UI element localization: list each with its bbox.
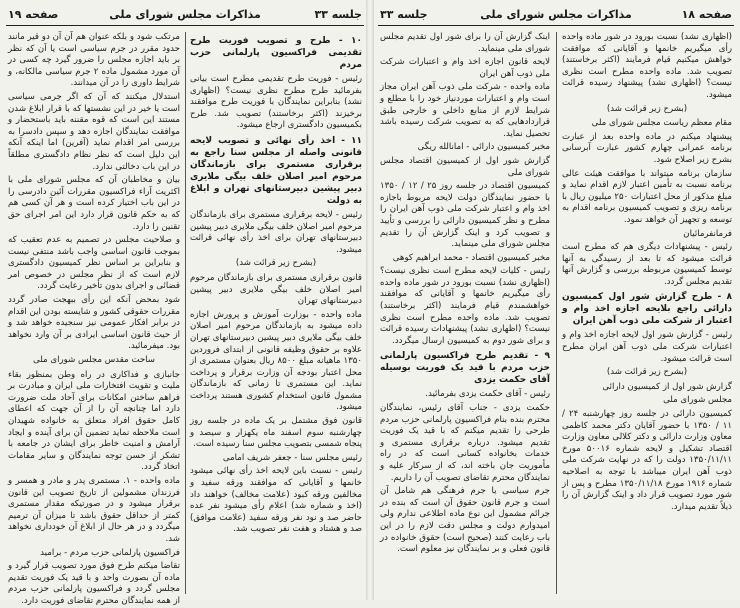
paragraph: قانون برقراری مستمری برای بازماندگان مرحوم امیر اصلان خلف بیگی ملایری دبیر پیشین دبیرستانهای تهران bbox=[190, 272, 362, 307]
paragraph: گزارش شور اول از کمیسیون دارائی bbox=[602, 381, 732, 392]
page-number: صفحه ۱۸ bbox=[681, 8, 732, 21]
paragraph: رئیس - گزارش شور اول لایحه اجازه اخذ وام و اعتبارات شرکت ملی ذوب آهن ایران مطرح است قرائت میشود. bbox=[562, 330, 732, 364]
session-number: جلسه ۳۳ bbox=[314, 8, 362, 21]
page-18 bbox=[378, 0, 734, 600]
page-number: صفحه ۱۹ bbox=[8, 8, 59, 21]
paragraph: فراکسیون پارلمانی حزب مردم - برامید bbox=[40, 547, 180, 558]
column-divider bbox=[556, 32, 557, 594]
paragraph: کمیسیون دارائی در جلسه روز چهارشنبه ۲۴ / ۱۱ / ۱۳۵۰ با حضور آقایان دکتر محمد کاظمی معاون وزارت دارائی و دکتر کلالی معاون وزارت اقتصاد تشکیل و لایحه شماره ۵۰۰۱۶ مورخ ۱۳۵۰/۱۱/۱۱ دولت را که در نهایت شرکت ملی ذوب آهن ایران میباشد با توجه به اصلاحیه شماره ۱۹۱۶ مورخ ۱۳۵۰/۱۱/۱۸ مطرح و پس از شور مورد تصویب قرار داد و اینک گزارش آن را ذیلاً تقدیم میدارد. bbox=[562, 409, 732, 512]
paragraph: رئیس مجلس سنا - جعفر شریف امامی bbox=[222, 452, 362, 463]
header-rule bbox=[378, 25, 734, 26]
paragraph: مقام معظم ریاست مجلس شورای ملی bbox=[591, 118, 732, 129]
centered-note: ساحت مقدس مجلس شورای ملی bbox=[33, 355, 155, 366]
paragraph: حکمت یزدی - جناب آقای رئیس، نمایندگان محترم بنده بنام فراکسیون پارلمانی حزب مردم طرحی را تقدیم میکنم که با قید یک فوریت تقدیم میشود. درباره برقراری مستمری و خدمات بخانواده کسانی است که در راه مأموریت جان باخته اند، که از سرکار علیه و نمایندگان محترم تقاضای تصویب آن را داریم. bbox=[380, 403, 550, 483]
paragraph: رئیس - فوریت طرح تقدیمی مطرح است بیانی بفرمائید طرح مطرح نظری نیست؟ (اظهاری نشد) بنابراین نمایندگان با فوریت طرح موافقند برخیزند (اکثر برخاستند) تصویب شد. طرح بکمیسیون دادگستری ارجاع میشود. bbox=[190, 74, 362, 131]
book-gutter bbox=[366, 0, 374, 600]
paragraph: تقاضا میکنم طرح فوق مورد تصویب قرار گیرد و ماده آن بصورت واحد و با قید یک فوریت تقدیم مجلس گردد و فراکسیون پارلمانی حزب مردم از همه نمایندگان محترم تقاضای فوریت دارد. bbox=[8, 561, 180, 606]
paragraph: مرتکب شود و بلکه عنوان هم آن آن دو قیر مانند حدود مقرر در جرم سیاسی است یا آن که نظر بر باید اجازه مجلس را ضرور گیرد چه کسی در آن مورد مشمول ماده ۲ جرم سیاسی مالکانه، و شرایط داوری را در آن میدانند. bbox=[8, 32, 180, 89]
paragraph: سازمان برنامه میتواند با موافقت هیئت عالی برنامه نسبت به تأمین اعتبار لازم اقدام نماید و مبلغ مذکور از محل اعتبارات ۲۵۰ میلیون ریال با برنامه ریزی و تصویب کمیسیون برنامه اقدام به توسعه و تجهیز آن خواهد نمود. bbox=[562, 168, 732, 225]
running-header bbox=[6, 6, 364, 26]
paragraph: رئیس - پیشنهادات دیگری هم که مطرح است قرائت میشود که تا بعد از رسیدگی به آنها توسط کمیسیون مربوطه بررسی و گزارش آنها تقدیم مجلس گردد. bbox=[562, 242, 732, 287]
column-divider bbox=[185, 32, 186, 594]
session-number: جلسه ۳۳ bbox=[380, 8, 428, 21]
running-header bbox=[378, 6, 734, 26]
paragraph: ماده واحده - ۱. مستمری پدر و مادر و همسر و فرزندان مشمولین از تاریخ تصویب این قانون برقرار میشود و در صورتیکه مقدار مستمری کمتر از حداقل حقوق باشد تا میزان آن ترمیم میگردد و در هر حال از ابلاغ آن خودداری نخواهد شد. bbox=[8, 475, 180, 544]
paragraph: رئیس - کلیات لایحه مطرح است نظری نیست؟ (اظهاری نشد) نسبت بورود در شور ماده واحده رأی میگیریم خانمها و آقایانی که موافقند خواهشمندم قیام فرمایند (اکثر برخاستند) تصویب شد. ماده واحده مطرح است نظری نیست؟ (اظهاری نشد) پیشنهادات رسیده قرائت و برای شور دوم به کمیسیون ارسال میگردد. bbox=[380, 266, 550, 346]
paragraph: جانبازی و فداکاری در راه وطن بمنظور بقاء ملیت و تقویت افتخارات ملی ایران و مبادرت بر فراهم ساختن امکانات برای آحاد ملت ضرورت دارد اما چنانچه آن را از آن جهت که اعطای کامل حقوق افراد متعلق به خانواده شهیدان است ملاحظه نماید تضمین آن برای آینده و ایجاد آرامش و امنیت خاطر برای ایشان در جامعه با تشکر از حسن توجه نمایندگان و سایر مقامات اتخاذ گردد. bbox=[8, 369, 180, 473]
section-heading: ۱۱ - اخذ رأی نهائی و تصویب لایحه قانونی واصله از مجلس سنا راجع به برقراری مستمری برای بازماندگان مرحوم امیر اصلان خلف بیگی ملایری دبیر پیشین دبیرستانهای تهران و ابلاغ به دولت bbox=[190, 135, 362, 206]
paragraph: و صلاحیت مجلس در تصمیم به عدم تعقیب که بموجب قانون اساسی واجب باشد منتفی نیست و بنابراین بر اساس نظر کمیسیون دادگستری لازم است که از نظر مجلس در خصوص امر قضائی و اجرای بدون تأخیر رعایت گردد. bbox=[8, 235, 180, 292]
paragraph: مجلس شورای ملی bbox=[663, 395, 732, 406]
text-column-right bbox=[190, 32, 362, 596]
section-heading: ۸ - طرح گزارش شور اول کمیسیون دارائی راجع بلایحه اجازه اخذ وام و اعتبار از شرکت ملی ذوب آهن ایران bbox=[562, 292, 732, 327]
paragraph: فرمانفرمائیان bbox=[683, 228, 732, 239]
paragraph: مخبر کمیسیون اقتصاد - محمد ابراهیم کوهی bbox=[392, 252, 550, 263]
paragraph: رئیس - لایحه برقراری مستمری برای بازماندگان مرحوم امیر اصلان خلف بیگی ملایری دبیر پیشین دبیرستانهای تهران برای اخذ رأی نهائی قرائت میشود. bbox=[190, 209, 362, 255]
paragraph: لایحه قانون اجازه اخذ وام و اعتبارات شرکت ملی ذوب آهن ایران bbox=[380, 57, 550, 79]
centered-note: (بشرح زیر قرائت شد) bbox=[606, 103, 688, 114]
paragraph: کمیسیون اقتصاد در جلسه روز ۲۵ / ۱۲ / ۱۳۵۰ با حضور نمایندگان دولت لایحه مربوط باجازه اخذ وام و اعتبار شرکت ملی ذوب آهن ایران را مطرح و نظر کمیسیون دارائی را بررسی و تأیید و تصویب کرد و اینک گزارش آن را تقدیم مجلس شورای ملی مینماید. bbox=[380, 181, 551, 250]
paragraph: مخبر کمیسیون دارائی - امانالله ریگی bbox=[417, 142, 550, 153]
text-column-right bbox=[562, 32, 732, 596]
paragraph: رئیس - آقای حکمت یزدی بفرمائید. bbox=[425, 389, 550, 400]
centered-note: (بشرح زیر قرائت شد) bbox=[606, 367, 688, 378]
paragraph: گزارش شور اول از کمیسیون اقتصاد مجلس شورای ملی bbox=[380, 155, 550, 178]
paragraph: قانون فوق مشتمل بر یک ماده در جلسه روز چهارشنبه سوم اسفند ماه یکهزار و سیصد و پنجاه شمسی بتصویب مجلس سنا رسیده است. bbox=[190, 416, 362, 450]
header-rule bbox=[6, 25, 364, 26]
centered-note: (بشرح زیر قرائت شد) bbox=[235, 258, 317, 269]
section-heading: ۱۰ - طرح و تصویب فوریت طرح تقدیمی فراکسیون پارلمانی حزب مردم bbox=[190, 36, 362, 70]
paragraph: ماده واحده - شرکت ملی ذوب آهن ایران مجاز است وام و اعتبارات موردنیاز خود را با مطلع و شرایط لازم از منابع داخلی و خارجی طبق قراردادهایی که به تصویب شرکت رسیده باشد تحصیل نماید. bbox=[380, 82, 550, 139]
paragraph: اینک گزارش آن را برای شور اول تقدیم مجلس شورای ملی مینماید. bbox=[380, 32, 550, 54]
text-column-left bbox=[380, 32, 550, 596]
paragraph: بیان و مخاطبان آن که مجلس شورای ملی با اکثریت آراء فراکسیون مقررات آئین دادرسی را در این باب اختیار کرده است و هر آن کسی هم که به حکم قانون قرار دارد این امر اجرای حق تقنین را دارد. bbox=[8, 175, 180, 232]
paragraph: استدلال میکنند که آن که اگر جرمی سیاسی است یا خیر در این نشستها که با قرار ابلاغ شدن مستند این است که قوه مقننه باید باستحضار و موافقت نمایندگان اجازه دهد و سپس دادسرا به بررسی امر اقدام نماید (آفرین) اما اینکه آنکه این دلیل است که نظر نظام دادگستری مطلقاً در این باب دخالتی ندارد. bbox=[8, 91, 180, 172]
paragraph: ماده واحده - بوزارت آموزش و پرورش اجازه داده میشود به بازماندگان مرحوم امیر اصلان خلف بیگی ملایری دبیر پیشین دبیرستانهای تهران علاوه بر حقوق وظیفه قانونی از ابتدای فروردین ۱۳۵۰ ماهیانه مبلغ ۸۵۰۰ ریال بعنوان مستمری از محل اعتبار بودجه آن وزارت برقرار و پرداخت نماید. این مستمری تا زمانی که بازماندگان مشمول قانون استخدام کشوری هستند پرداخت میشود. bbox=[190, 309, 363, 413]
paragraph: رئیس - نسبت باین لایحه اخذ رأی نهائی میشود خانمها و آقایانی که موافقند ورقه سفید و مخالفین ورقه کبود (علامت مخالف) خواهند داد (اخذ و شماره شد) اعلام رأی میشود نفر عده حاضر صد و نود نفر ورقه سفید (علامت موافق) صد و هشتاد و هفت نفر تصویب شد. bbox=[190, 466, 362, 535]
paragraph: جرم سیاسی یا جرم فرهنگی هم شامل آن است و جرم قانون حقوق آن است که بنده در جرائم مشمول این نوع ماده اطلاعی ندارم ولی امیدوارم دولت و مجلس دقت لازم را در این باب رعایت کنند (صحیح است) حقوق خانواده در قانون فعلی و بر نمایندگان نیز معلوم است. bbox=[380, 486, 550, 555]
page-19 bbox=[6, 0, 364, 606]
section-heading: ۹ - تقدیم طرح فراکسیون پارلمانی حزب مردم با قید یک فوریت بوسیله آقای حکمت یزدی bbox=[380, 351, 550, 386]
paragraph: پیشنهاد میکنم در ماده واحده بعد از عبارت برنامه عمرانی چهارم کشور عبارت آبرسانی بشرح زیر اصلاح شود. bbox=[562, 131, 732, 165]
paragraph: (اظهاری نشد) نسبت بورود در شور ماده واحده رأی میگیریم خانمها و آقایانی که موافقت خواهش میکنیم قیام فرمایند (اکثر برخاستند) تصویب شد. ماده واحده مطرح است نظری نیست؟ (اظهاری نشد) پیشنهاد رسیده قرائت میشود. bbox=[562, 32, 732, 100]
text-column-left bbox=[8, 32, 180, 606]
publication-title: مذاکرات مجلس شورای ملی bbox=[109, 8, 261, 21]
paragraph: شود بمحض آنکه این رأی ببهجت صادر گردد مقررات حقوقی کشور و شایسته بودن این اقدام در برابر افکار عمومی نیز سنجیده خواهد شد و از حیث قانون اساسی ایرادی بر آن وارد نخواهد بود. میفرمائید. bbox=[8, 295, 180, 352]
publication-title: مذاکرات مجلس شورای ملی bbox=[480, 8, 632, 21]
